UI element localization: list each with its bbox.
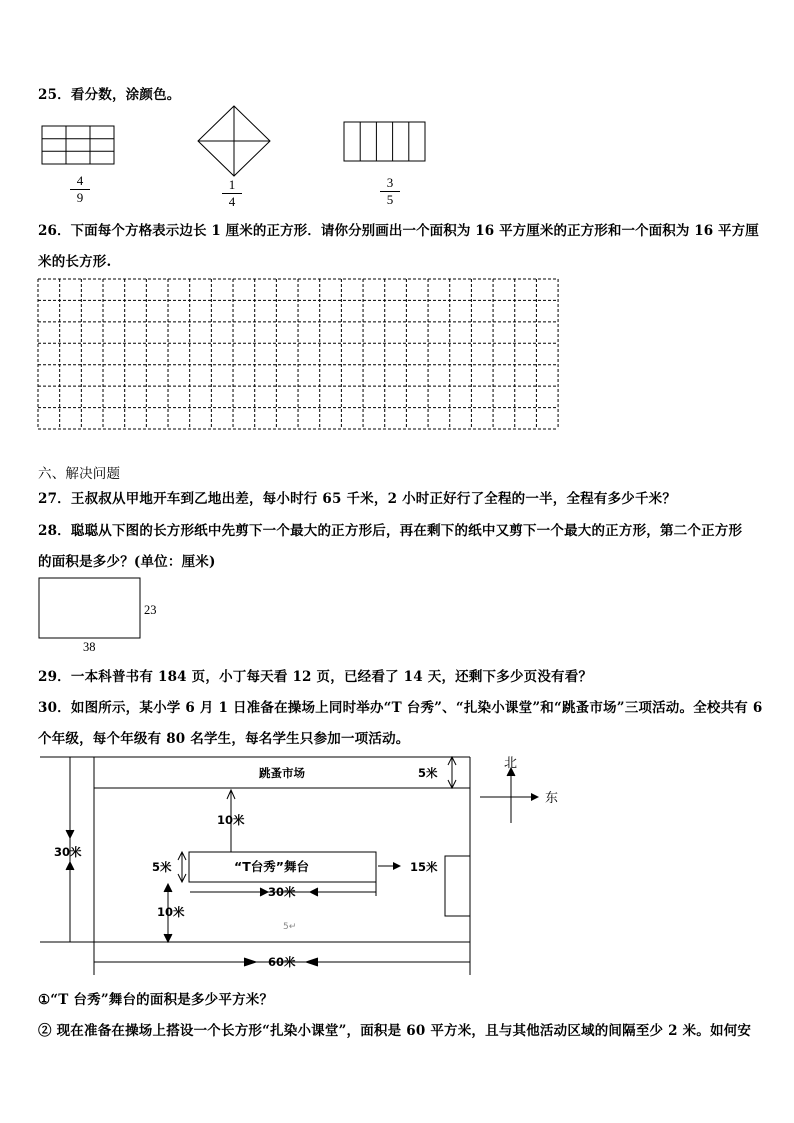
q30-sub1: ①“T 台秀”舞台的面积是多少平方米？ <box>38 992 274 1008</box>
stray-mark: 5↵ <box>283 922 297 932</box>
stage-label: “T台秀”舞台 <box>234 859 309 874</box>
gap-bottom-label: 10米 <box>157 905 185 919</box>
q27-text: 27．王叔叔从甲地开车到乙地出差，每小时行 65 千米，2 小时正好行了全程的一半，全程有多少千米？ <box>38 491 677 507</box>
q25-text: 25．看分数，涂颜色。 <box>38 87 181 103</box>
q26-line2: 米的长方形. <box>38 254 112 270</box>
q29-text: 29．一本科普书有 184 页，小丁每天看 12 页，已经看了 14 天，还剩下多少页没有看？ <box>38 669 593 685</box>
market-label: 跳蚤市场 <box>259 766 305 780</box>
q25-diamond-figure[interactable] <box>198 106 270 176</box>
fraction-1-4: 1 4 <box>220 178 244 209</box>
market-height-label: 5米 <box>418 766 438 780</box>
stage-width-label: 30米 <box>268 885 296 899</box>
total-width-label: 60米 <box>268 955 296 969</box>
q28-line1: 28．聪聪从下图的长方形纸中先剪下一个最大的正方形后，再在剩下的纸中又剪下一个最大的正方形，第二个正方形 <box>38 523 743 539</box>
q28-height-label: 23 <box>144 603 157 617</box>
q26-line1: 26．下面每个方格表示边长 1 厘米的正方形．请你分别画出一个面积为 16 平方厘米的正方形和一个面积为 16 平方厘 <box>38 223 759 239</box>
q28-line2: 的面积是多少？(单位：厘米) <box>38 554 216 570</box>
q30-line1: 30．如图所示，某小学 6 月 1 日准备在操场上同时举办“T 台秀”、“扎染小课堂”和“跳蚤市场”三项活动。全校共有 6 <box>38 700 763 716</box>
compass-east-label: 东 <box>545 791 559 806</box>
section-title: 六、解决问题 <box>38 466 121 482</box>
q25-grid-figure[interactable] <box>42 126 114 164</box>
q28-width-label: 38 <box>83 640 96 654</box>
total-height-label: 30米 <box>54 845 82 859</box>
stage-right-gap-label: 15米 <box>410 860 438 874</box>
q30-sub2: ② 现在准备在操场上搭设一个长方形“扎染小课堂”，面积是 60 平方米，且与其他活动区域的间隔至少 2 米。如何安 <box>38 1023 752 1039</box>
q30-line2: 个年级，每个年级有 80 名学生，每名学生只参加一项活动。 <box>38 731 410 747</box>
fraction-3-5: 3 5 <box>378 176 402 207</box>
stage-height-label: 5米 <box>152 860 172 874</box>
q25-strips-figure[interactable] <box>344 122 425 161</box>
fraction-4-9: 4 9 <box>68 174 92 205</box>
q28-rectangle <box>39 578 140 638</box>
right-small-area <box>445 856 470 916</box>
gap-top-label: 10米 <box>217 813 245 827</box>
q26-dashed-grid[interactable] <box>38 279 558 429</box>
compass-north-label: 北 <box>504 756 518 771</box>
